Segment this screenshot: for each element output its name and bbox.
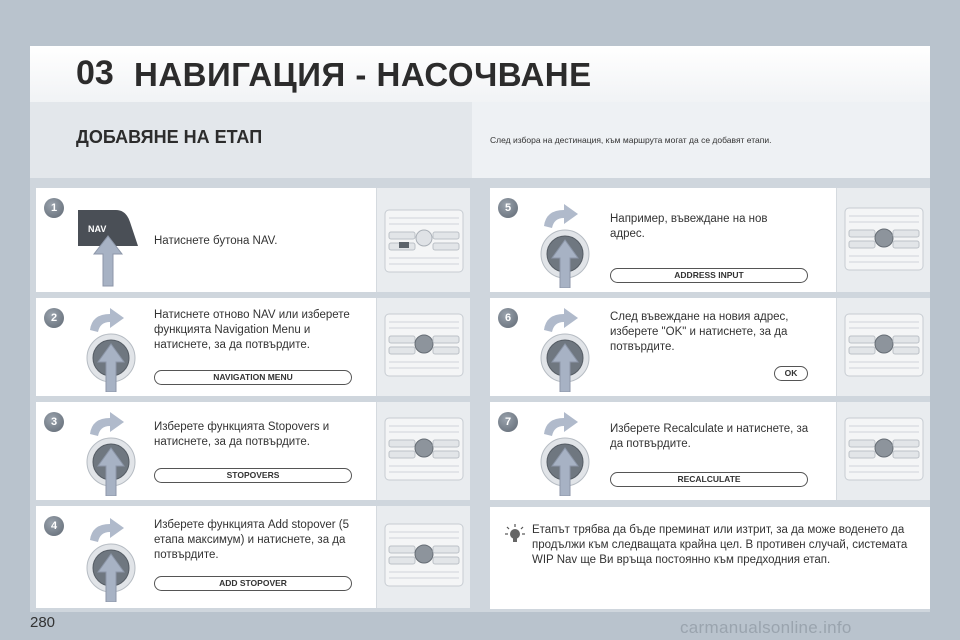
ok-label: OK (774, 366, 808, 381)
step-text: Натиснете отново NAV или изберете функцията Navigation Menu и натиснете, за да потвърдите. (154, 309, 350, 351)
step-5 (490, 188, 930, 292)
watermark: carmanualsonline.info (680, 618, 852, 637)
rotary-knob-icon (532, 200, 598, 288)
rotary-knob-icon (78, 514, 144, 602)
section-intro-box (472, 102, 930, 178)
rotary-knob-icon (78, 304, 144, 392)
radio-panel-icon (837, 188, 931, 292)
menu-label: ADDRESS INPUT (610, 268, 808, 283)
nav-button-icon (76, 202, 148, 288)
step-text: Изберете Recalculate и натиснете, за да потвърдите. (610, 423, 809, 450)
step-number: 3 (44, 412, 64, 432)
step-3 (36, 402, 470, 500)
radio-panel-icon (377, 188, 471, 292)
lightbulb-icon (504, 523, 526, 545)
step-number: 7 (498, 412, 518, 432)
tip-text: Етапът трябва да бъде преминат или изтрит, за да може воденето да продължи към следващата крайна цел. В противен случай, системата WIP Nav ще Ви връща постоянно към предходния етап. (532, 524, 908, 566)
radio-panel-image (376, 506, 470, 608)
step-1 (36, 188, 470, 292)
radio-panel-image (376, 188, 470, 292)
radio-panel-image (376, 402, 470, 500)
step-number: 4 (44, 516, 64, 536)
menu-label: STOPOVERS (154, 468, 352, 483)
step-text: След въвеждане на новия адрес, изберете "OK" и натиснете, за да потвърдите. (610, 311, 789, 353)
step-text: Изберете функцията Add stopover (5 етапа максимум) и натиснете, за да потвърдите. (154, 519, 350, 561)
step-6 (490, 298, 930, 396)
step-text: Изберете функцията Stopovers и натиснете, за да потвърдите. (154, 421, 330, 448)
radio-panel-icon (377, 298, 471, 396)
step-2 (36, 298, 470, 396)
step-text: Натиснете бутона NAV. (154, 235, 278, 247)
step-number: 5 (498, 198, 518, 218)
radio-panel-image (836, 298, 930, 396)
section-intro: След избора на дестинация, към маршрута могат да се добавят етапи. (490, 135, 772, 145)
chapter-number: 03 (76, 54, 114, 92)
menu-label: NAVIGATION MENU (154, 370, 352, 385)
rotary-knob-icon (532, 304, 598, 392)
step-number: 6 (498, 308, 518, 328)
rotary-knob-icon (78, 408, 144, 496)
rotary-knob-icon (532, 408, 598, 496)
radio-panel-icon (377, 402, 471, 500)
section-title: ДОБАВЯНЕ НА ЕТАП (76, 127, 263, 147)
tip-box (490, 507, 930, 609)
chapter-title: НАВИГАЦИЯ - НАСОЧВАНЕ (134, 56, 592, 93)
step-4 (36, 506, 470, 608)
radio-panel-icon (377, 506, 471, 608)
radio-panel-icon (837, 298, 931, 396)
step-number: 2 (44, 308, 64, 328)
menu-label: ADD STOPOVER (154, 576, 352, 591)
radio-panel-image (376, 298, 470, 396)
radio-panel-image (836, 402, 930, 500)
page-number: 280 (30, 614, 56, 631)
nav-button-label: NAV (88, 224, 107, 234)
radio-panel-image (836, 188, 930, 292)
radio-panel-icon (837, 402, 931, 500)
menu-label: RECALCULATE (610, 472, 808, 487)
step-text: Например, въвеждане на нов адрес. (610, 213, 768, 240)
step-number: 1 (44, 198, 64, 218)
step-7 (490, 402, 930, 500)
